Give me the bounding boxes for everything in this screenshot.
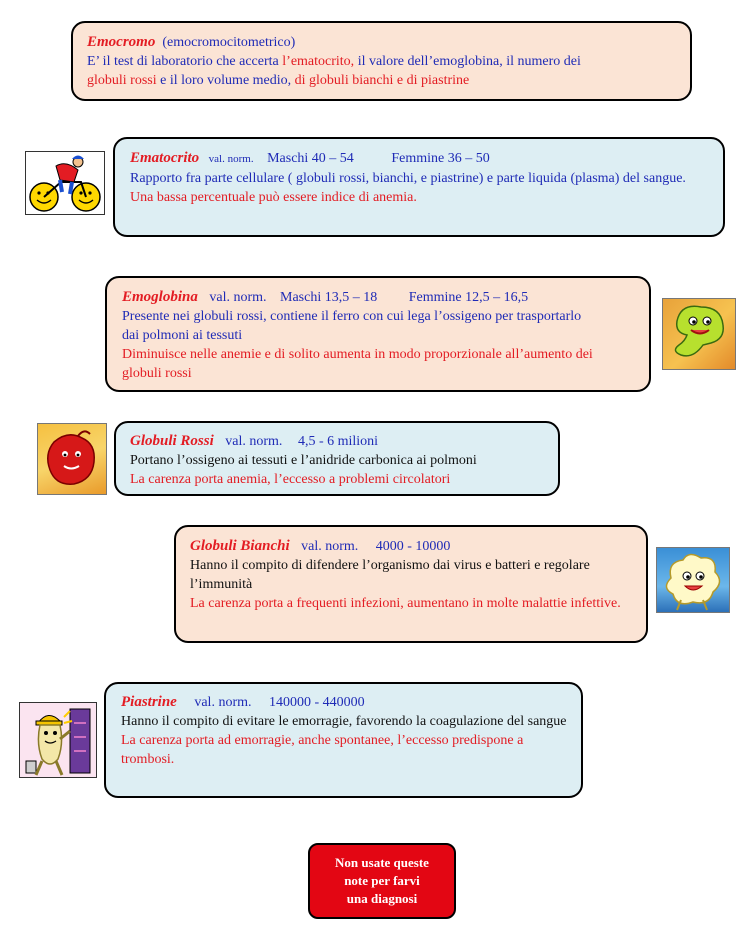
ematocrito-valnorm: val. norm. xyxy=(208,153,254,165)
emocromo-text-numero: il numero dei xyxy=(502,54,581,69)
piastrine-range: 140000 - 440000 xyxy=(269,695,365,710)
red-cartoon-blob-icon xyxy=(37,423,107,495)
emocromo-line-2 xyxy=(87,71,678,90)
globuli-rossi-title: Globuli Rossi xyxy=(130,433,214,449)
globuli-rossi-range: 4,5 - 6 milioni xyxy=(297,434,379,449)
ematocrito-femmine: Femmine 36 – 50 xyxy=(391,151,490,166)
globuli-bianchi-description: Hanno il compito di difendere l’organismo dai virus e batteri e regolare l’immunità xyxy=(190,558,590,592)
emoglobina-femmine: Femmine 12,5 – 16,5 xyxy=(408,290,529,305)
warning-line-3: una diagnosi xyxy=(346,891,418,906)
emocromo-subtitle: (emocromocitometrico) xyxy=(162,35,296,50)
ematocrito-note: Una bassa percentuale può essere indice di anemia. xyxy=(130,190,417,205)
ematocrito-description: Rapporto fra parte cellulare ( globuli rossi, bianchi, e piastrine) e parte liquida (plasma) del sangue. xyxy=(130,171,686,186)
worker-with-helmet-icon xyxy=(19,702,97,778)
globuli-bianchi-range: 4000 - 10000 xyxy=(375,539,451,554)
emocromo-title: Emocromo xyxy=(87,34,156,50)
piastrine-valnorm: val. norm. xyxy=(194,695,252,710)
globuli-bianchi-title: Globuli Bianchi xyxy=(190,538,290,554)
globuli-rossi-description: Portano l’ossigeno ai tessuti e l’anidride carbonica ai polmoni xyxy=(130,453,477,468)
ematocrito-heading xyxy=(130,149,709,169)
globuli-rossi-valnorm: val. norm. xyxy=(225,434,283,449)
emocromo-text-globuli-rossi: globuli rossi xyxy=(87,73,157,88)
piastrine-description: Hanno il compito di evitare le emorragie, favorendo la coagulazione del sangue xyxy=(121,714,567,729)
piastrine-heading xyxy=(121,693,569,712)
emoglobina-valnorm: val. norm. xyxy=(209,290,267,305)
emoglobina-box xyxy=(105,276,651,392)
emoglobina-heading xyxy=(122,288,637,307)
globuli-bianchi-valnorm: val. norm. xyxy=(301,539,359,554)
emocromo-heading xyxy=(87,33,678,52)
emocromo-line-1 xyxy=(87,52,678,71)
piastrine-box xyxy=(104,682,583,798)
ematocrito-title: Ematocrito xyxy=(130,150,200,166)
white-cartoon-cell-icon xyxy=(656,547,730,613)
warning-line-2: note per farvi xyxy=(344,873,420,888)
warning-line-1: Non usate queste xyxy=(335,855,429,870)
globuli-bianchi-note: La carenza porta a frequenti infezioni, aumentano in molte malattie infettive. xyxy=(190,596,621,611)
piastrine-title: Piastrine xyxy=(121,694,177,710)
globuli-bianchi-heading xyxy=(190,537,634,556)
warning-box xyxy=(308,843,456,919)
globuli-rossi-note: La carenza porta anemia, l’eccesso a problemi circolatori xyxy=(130,472,451,487)
emocromo-text-volume: e il loro volume medio, xyxy=(156,73,292,88)
emoglobina-title: Emoglobina xyxy=(122,289,198,305)
globuli-rossi-box xyxy=(114,421,560,496)
globuli-rossi-heading xyxy=(130,432,546,451)
emocromo-text-ematocrito: l’ematocrito, xyxy=(282,54,355,69)
emocromo-box xyxy=(71,21,692,101)
globuli-bianchi-box xyxy=(174,525,648,643)
ematocrito-maschi: Maschi 40 – 54 xyxy=(267,151,354,166)
emoglobina-note: Diminuisce nelle anemie e di solito aumenta in modo proporzionale all’aumento dei globuli rossi xyxy=(122,347,593,381)
emocromo-text-bianchi-piastrine: di globuli bianchi e di piastrine xyxy=(291,73,470,88)
piastrine-note: La carenza porta ad emorragie, anche spontanee, l’eccesso predispone a trombosi. xyxy=(121,733,524,767)
emocromo-text-emoglobina: il valore dell’emoglobina, xyxy=(354,54,503,69)
cyclist-smiley-wheels-icon xyxy=(25,151,105,215)
emocromo-text: E’ il test di laboratorio che accerta xyxy=(87,54,283,69)
emoglobina-maschi: Maschi 13,5 – 18 xyxy=(280,290,378,305)
green-cartoon-character-icon xyxy=(662,298,736,370)
ematocrito-box xyxy=(113,137,725,237)
emoglobina-description: Presente nei globuli rossi, contiene il ferro con cui lega l’ossigeno per trasportarlo dai polmoni ai tessuti xyxy=(122,309,582,343)
